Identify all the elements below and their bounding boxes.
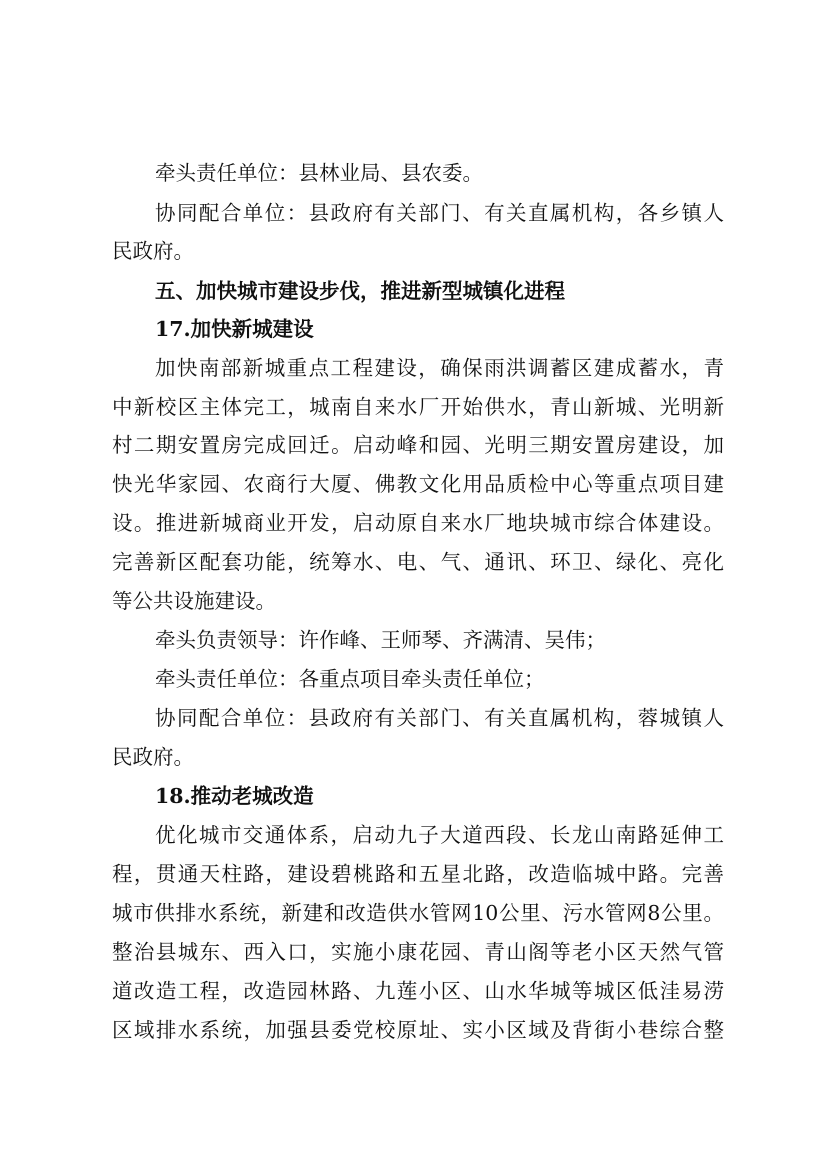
- lead-leader-line: 牵头负责领导：许作峰、王师琴、齐满清、吴伟；: [155, 628, 606, 652]
- lead-unit-line: 牵头责任单位：各重点项目牵头责任单位；: [155, 667, 545, 691]
- coop-unit-line-cont: 民政府。: [112, 239, 194, 263]
- paragraph-line: 整治县城东、西入口，实施小康花园、青山阁等老小区天然气管: [112, 940, 724, 964]
- paragraph-line: 快光华家园、农商行大厦、佛教文化用品质检中心等重点项目建: [112, 472, 724, 496]
- paragraph-line: 等公共设施建设。: [112, 589, 276, 613]
- item-17-heading: 17.加快新城建设: [155, 317, 314, 341]
- section-heading: 五、加快城市建设步伐，推进新型城镇化进程: [155, 279, 565, 303]
- paragraph-line: 城市供排水系统，新建和改造供水管网10公里、污水管网8公里。: [112, 901, 724, 925]
- paragraph-line: 完善新区配套功能，统筹水、电、气、通讯、环卫、绿化、亮化: [112, 550, 724, 574]
- paragraph-line: 设。推进新城商业开发，启动原自来水厂地块城市综合体建设。: [112, 511, 724, 535]
- coop-unit-line: 协同配合单位：县政府有关部门、有关直属机构，各乡镇人: [155, 201, 724, 225]
- item-18-heading: 18.推动老城改造: [155, 784, 314, 808]
- coop-unit-line-cont: 民政府。: [112, 745, 194, 769]
- paragraph-line: 道改造工程，改造园林路、九莲小区、山水华城等城区低洼易涝: [112, 979, 724, 1003]
- lead-unit-line: 牵头责任单位：县林业局、县农委。: [155, 161, 483, 185]
- paragraph-line: 区域排水系统，加强县委党校原址、实小区域及背街小巷综合整: [112, 1018, 724, 1042]
- paragraph-line: 优化城市交通体系，启动九子大道西段、长龙山南路延伸工: [155, 823, 724, 847]
- coop-unit-line: 协同配合单位：县政府有关部门、有关直属机构，蓉城镇人: [155, 706, 724, 730]
- paragraph-line: 加快南部新城重点工程建设，确保雨洪调蓄区建成蓄水，青: [155, 356, 724, 380]
- paragraph-line: 村二期安置房完成回迁。启动峰和园、光明三期安置房建设，加: [112, 433, 724, 457]
- paragraph-line: 程，贯通天柱路，建设碧桃路和五星北路，改造临城中路。完善: [112, 862, 724, 886]
- paragraph-line: 中新校区主体完工，城南自来水厂开始供水，青山新城、光明新: [112, 395, 724, 419]
